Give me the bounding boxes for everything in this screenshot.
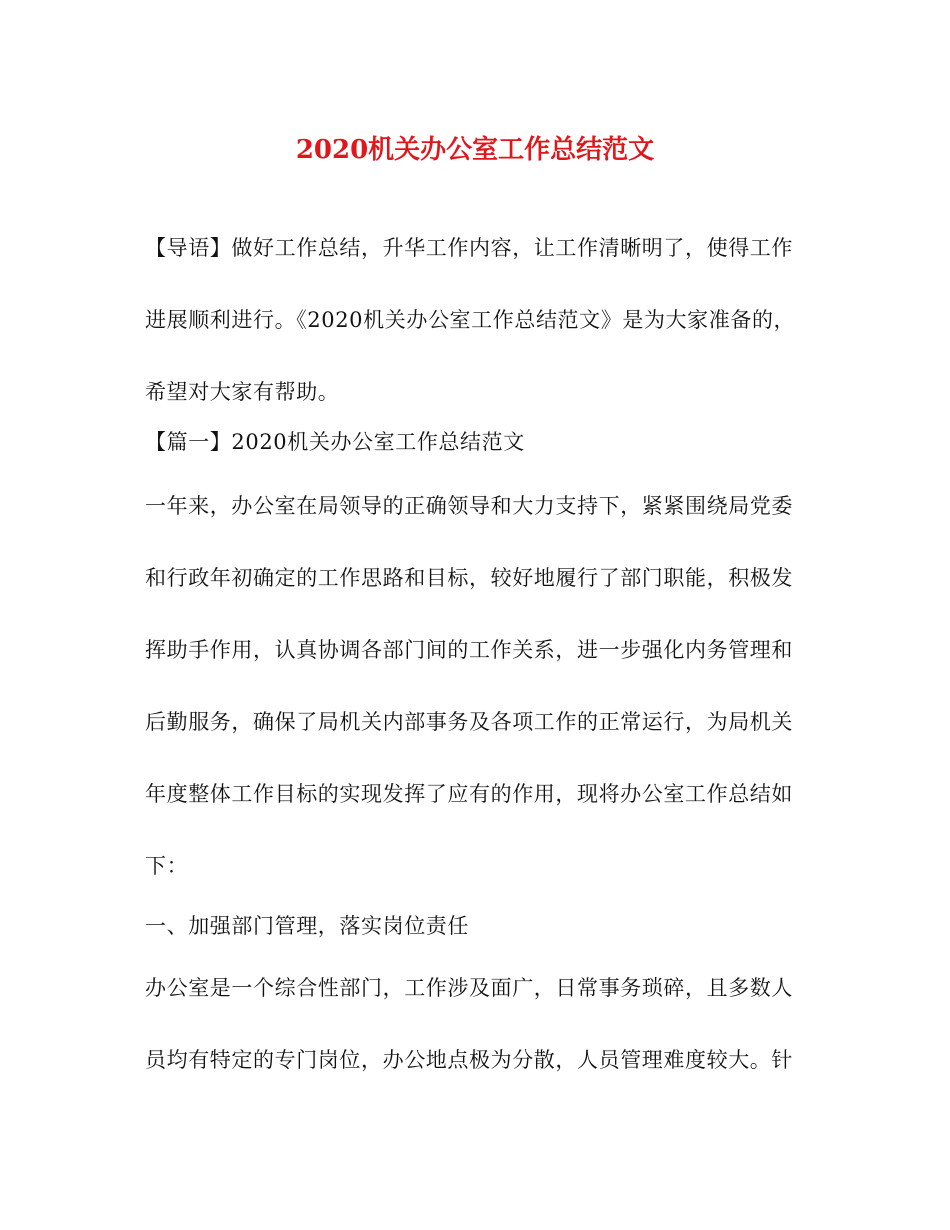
intro-paragraph — [145, 212, 805, 428]
paragraph-line: 和行政年初确定的工作思路和目标，较好地履行了部门职能，积极发 — [145, 566, 793, 590]
paragraph-line: 下： — [145, 854, 189, 878]
paragraph-line: 挥助手作用，认真协调各部门间的工作关系，进一步强化内务管理和 — [145, 638, 793, 662]
section-heading: 【篇一】2020机关办公室工作总结范文 — [145, 430, 525, 454]
paragraph-line: 员均有特定的专门岗位，办公地点极为分散，人员管理难度较大。针 — [145, 1048, 793, 1072]
paragraph-line: 办公室是一个综合性部门，工作涉及面广，日常事务琐碎，且多数人 — [145, 976, 793, 1000]
paragraph-line: 希望对大家有帮助。 — [145, 380, 340, 404]
subsection-heading: 一、加强部门管理，落实岗位责任 — [145, 914, 469, 938]
paragraph-line: 进展顺利进行。《2020机关办公室工作总结范文》是为大家准备的， — [145, 308, 796, 332]
paragraph-line: 后勤服务，确保了局机关内部事务及各项工作的正常运行，为局机关 — [145, 710, 793, 734]
subsection-paragraph — [145, 952, 805, 1096]
paragraph-line: 一年来，办公室在局领导的正确领导和大力支持下，紧紧围绕局党委 — [145, 494, 793, 518]
section-paragraph — [145, 470, 805, 902]
paragraph-line: 年度整体工作目标的实现发挥了应有的作用，现将办公室工作总结如 — [145, 782, 793, 806]
paragraph-line: 【导语】做好工作总结，升华工作内容，让工作清晰明了，使得工作 — [145, 236, 793, 260]
document-title: 2020机关办公室工作总结范文 — [295, 135, 655, 165]
